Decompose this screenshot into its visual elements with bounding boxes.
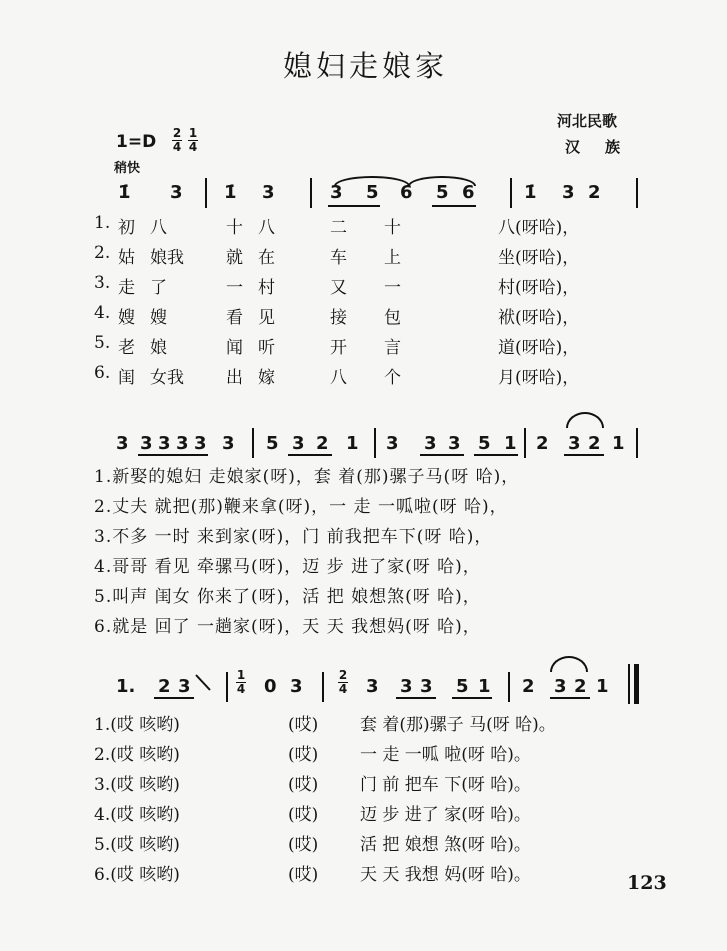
note: 1 [478,676,491,697]
lyric-syllable: 初 [118,218,135,238]
lyric-syllable: 八 [258,218,275,238]
lyric-segment-c: 迈 步 进了 家(呀 哈)。 [360,805,531,825]
note: 3 [568,433,581,454]
lyric-line: 2.丈夫 就把(那)鞭来拿(呀)，一 走 一呱啦(呀 哈)， [94,497,508,517]
note: 1 [346,433,359,454]
note: 3 [400,676,413,697]
note: 1̇ [524,182,537,203]
lyric-syllable: 姑 [118,248,135,268]
lyric-syllable: 袱(呀哈)， [498,308,580,328]
lyric-syllable: 言 [384,338,401,358]
lyric-line: 4.哥哥 看见 牵骡马(呀)，迈 步 进了家(呀 哈)， [94,557,481,577]
lyric-syllable: 包 [384,308,401,328]
note: 5 [266,433,279,454]
note: 2 [588,433,601,454]
verse-number: 5. [94,333,111,353]
lyric-syllable: 闺 [118,368,135,388]
note: 3 [554,676,567,697]
lyric-segment-c: 活 把 娘想 煞(呀 哈)。 [360,835,531,855]
key-signature: 1=D [116,132,157,152]
lyric-syllable: 村(呀哈)， [498,278,580,298]
barline [508,672,510,702]
verse-number: 3. [94,273,111,293]
lyric-syllable: 坐(呀哈)， [498,248,580,268]
note: 3 [222,433,235,454]
note: 3 [420,676,433,697]
final-barline-thick [634,664,639,704]
verse-number: 2. [94,243,111,263]
lyric-syllable: 月(呀哈)， [498,368,580,388]
lyric-syllable: 嫂 [150,308,167,328]
note: 3 [178,676,191,697]
source-ethnic: 汉族 [565,138,646,156]
barline [226,672,228,702]
note: 6 [462,182,475,203]
note: 2 [588,182,601,203]
note: 2 [158,676,171,697]
lyric-syllable: 走 [118,278,135,298]
verse-number: 1. [94,213,111,233]
final-barline-thin [628,664,630,704]
time-signature-1: 2 4 [172,126,182,154]
lyric-syllable: 村 [258,278,275,298]
lyric-syllable: 又 [330,278,347,298]
time-signature-2: 1 4 [188,126,198,154]
lyric-segment-a: 1.(哎 咳哟) [94,715,180,735]
note: 2 [574,676,587,697]
lyric-segment-c: 套 着(那)骡子 马(呀 哈)。 [360,715,556,735]
lyric-syllable: 二 [330,218,347,238]
lyric-syllable: 出 [226,368,243,388]
lyric-syllable: 嫂 [118,308,135,328]
lyric-syllable: 女我 [150,368,184,388]
lyric-syllable: 八 [150,218,167,238]
lyric-segment-c: 门 前 把车 下(呀 哈)。 [360,775,531,795]
lyric-syllable: 车 [330,248,347,268]
lyric-syllable: 闻 [226,338,243,358]
note: 3 [290,676,303,697]
note: 3 [366,676,379,697]
lyric-segment-b: (哎) [288,835,319,855]
verse-number: 4. [94,303,111,323]
note: 2 [522,676,535,697]
lyric-syllable: 在 [258,248,275,268]
lyric-syllable: 十 [384,218,401,238]
note: 1 [504,433,517,454]
lyric-line: 3.不多 一时 来到家(呀)，门 前我把车下(呀 哈)， [94,527,493,547]
lyric-syllable: 接 [330,308,347,328]
note: 3 [170,182,183,203]
lyric-syllable: 看 [226,308,243,328]
lyric-syllable: 一 [226,278,243,298]
page-number: 123 [627,872,667,894]
note: 3 [424,433,437,454]
note: 1 [612,433,625,454]
note: 2 [316,433,329,454]
note: 5 [478,433,491,454]
note: 0 [264,676,277,697]
lyric-line: 1.新娶的媳妇 走娘家(呀)，套 着(那)骡子马(呀 哈)， [94,467,520,487]
lyric-syllable: 十 [226,218,243,238]
note: 3 [292,433,305,454]
lyric-syllable: 八 [330,368,347,388]
note: 2 [536,433,549,454]
lyric-segment-c: 天 天 我想 妈(呀 哈)。 [360,865,531,885]
song-title: 媳妇走娘家 [283,49,449,83]
lyric-syllable: 上 [384,248,401,268]
note: 6 [400,182,413,203]
lyric-segment-b: (哎) [288,745,319,765]
lyric-syllable: 开 [330,338,347,358]
note: 3 [448,433,461,454]
lyric-syllable: 老 [118,338,135,358]
note: 3 [562,182,575,203]
note: 1̇ [118,182,131,203]
note: 5 [456,676,469,697]
lyric-segment-b: (哎) [288,715,319,735]
lyric-syllable: 娘 [150,338,167,358]
lyric-segment-a: 3.(哎 咳哟) [94,775,180,795]
source-region: 河北民歌 [557,112,618,130]
lyric-syllable: 嫁 [258,368,275,388]
verse-number: 6. [94,363,111,383]
note: 1 [596,676,609,697]
underline [550,697,590,699]
lyric-syllable: 个 [384,368,401,388]
tempo-marking: 稍快 [114,161,141,176]
note: 3 [330,182,343,203]
note: 1̇ [224,182,237,203]
lyric-segment-a: 4.(哎 咳哟) [94,805,180,825]
lyric-segment-a: 2.(哎 咳哟) [94,745,180,765]
note: 5 [366,182,379,203]
lyric-line: 5.叫声 闺女 你来了(呀)，活 把 娘想煞(呀 哈)， [94,587,481,607]
note: 3 [194,433,207,454]
lyric-segment-b: (哎) [288,865,319,885]
lyric-segment-a: 6.(哎 咳哟) [94,865,180,885]
time-signature-2-4: 2 4 [338,668,348,696]
lyric-syllable: 听 [258,338,275,358]
underline [452,697,492,699]
underline [396,697,436,699]
note: 3 [116,433,129,454]
lyric-syllable: 了 [150,278,167,298]
barline [322,672,324,702]
note: 3 [386,433,399,454]
time-signature-1-4: 1 4 [236,668,246,696]
lyric-segment-a: 5.(哎 咳哟) [94,835,180,855]
lyric-line: 6.就是 回了 一趟家(呀)，天 天 我想妈(呀 哈)， [94,617,481,637]
note: 3 [158,433,171,454]
lyric-syllable: 八(呀哈)， [498,218,580,238]
note: 5 [436,182,449,203]
note: 1. [116,676,136,697]
lyric-syllable: 就 [226,248,243,268]
note: 3 [140,433,153,454]
note: 3 [262,182,275,203]
lyric-syllable: 一 [384,278,401,298]
lyric-syllable: 娘我 [150,248,184,268]
lyric-syllable: 道(呀哈)， [498,338,580,358]
lyric-syllable: 见 [258,308,275,328]
lyric-segment-b: (哎) [288,805,319,825]
note: 3 [176,433,189,454]
lyric-segment-b: (哎) [288,775,319,795]
lyric-segment-c: 一 走 一呱 啦(呀 哈)。 [360,745,531,765]
